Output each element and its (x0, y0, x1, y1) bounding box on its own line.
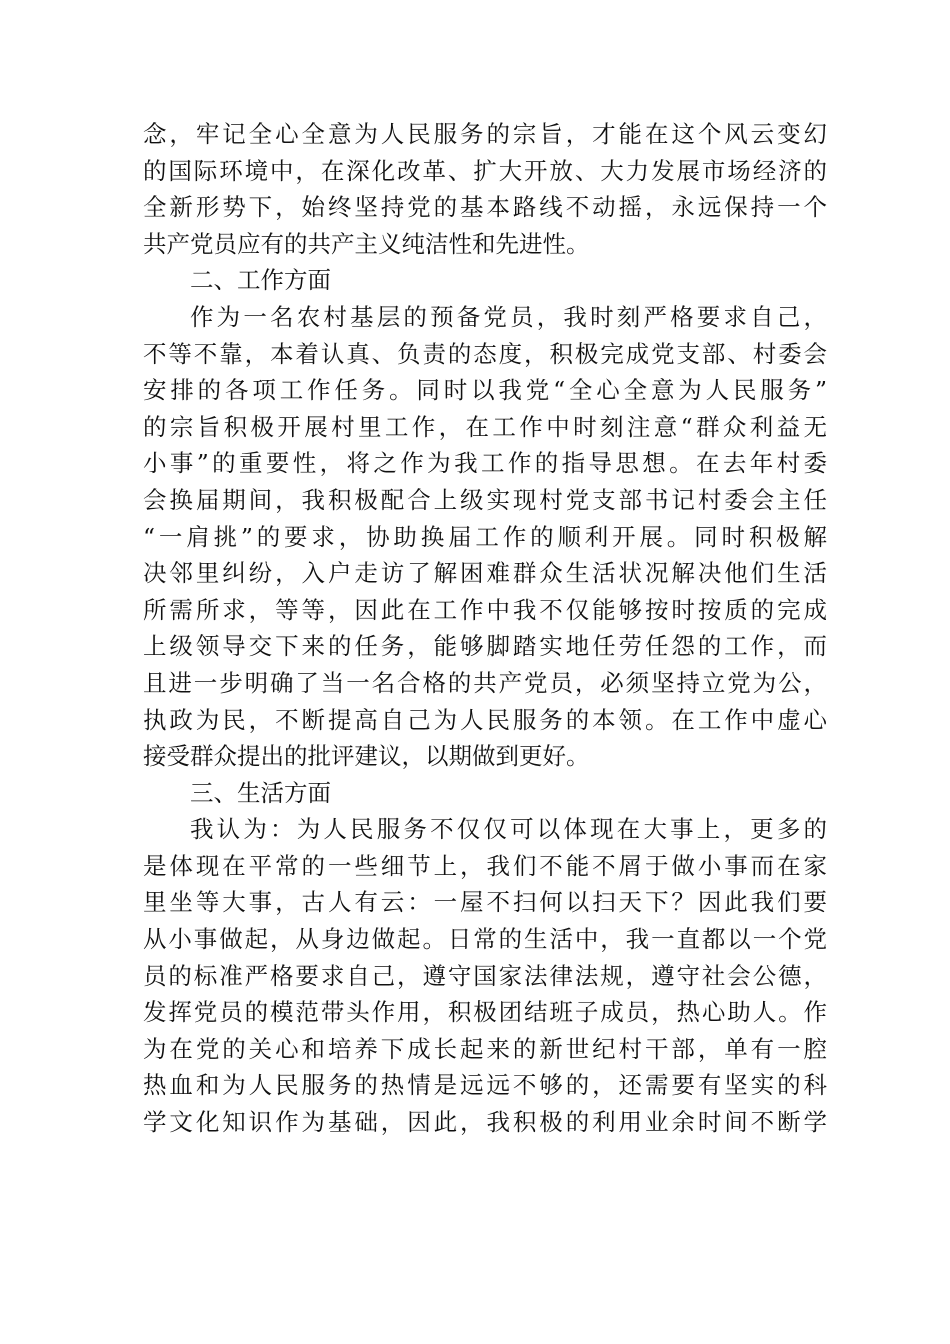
text-line: 热血和为人民服务的热情是远远不够的，还需要有坚实的科 (143, 1071, 827, 1100)
text-line: 会换届期间，我积极配合上级实现村党支部书记村委会主任 (143, 485, 827, 514)
document-body (143, 116, 827, 1141)
text-line: 学文化知识作为基础，因此，我积极的利用业余时间不断学 (143, 1108, 827, 1137)
text-line: 从小事做起，从身边做起。日常的生活中，我一直都以一个党 (143, 925, 827, 954)
text-line: 的国际环境中，在深化改革、扩大开放、大力发展市场经济的 (143, 156, 827, 185)
text-line: 员的标准严格要求自己，遵守国家法律法规，遵守社会公德， (143, 961, 827, 990)
text-line: 念，牢记全心全意为人民服务的宗旨，才能在这个风云变幻 (143, 120, 827, 148)
text-line: 共产党员应有的共产主义纯洁性和先进性。 (143, 229, 590, 258)
text-line: 里坐等大事，古人有云：一屋不扫何以扫天下？因此我们要 (143, 888, 827, 917)
text-line: 安排的各项工作任务。同时以我党“全心全意为人民服务” (143, 376, 827, 405)
text-line: 小事”的重要性，将之作为我工作的指导思想。在去年村委 (143, 449, 827, 478)
text-line: 且进一步明确了当一名合格的共产党员，必须坚持立党为公， (143, 668, 827, 697)
text-line: 是体现在平常的一些细节上，我们不能不屑于做小事而在家 (143, 851, 827, 880)
text-line: 执政为民，不断提高自己为人民服务的本领。在工作中虚心 (143, 705, 827, 734)
section-heading: 二、工作方面 (190, 266, 331, 295)
text-line: 我认为：为人民服务不仅仅可以体现在大事上，更多的 (190, 815, 827, 844)
text-line: 作为一名农村基层的预备党员，我时刻严格要求自己， (190, 302, 827, 331)
text-line: 发挥党员的模范带头作用，积极团结班子成员，热心助人。作 (143, 998, 827, 1027)
text-line: 全新形势下，始终坚持党的基本路线不动摇，永远保持一个 (143, 193, 827, 222)
text-line: 决邻里纠纷，入户走访了解困难群众生活状况解决他们生活 (143, 559, 827, 588)
text-line: 上级领导交下来的任务，能够脚踏实地任劳任怨的工作，而 (143, 632, 827, 661)
text-line: 不等不靠，本着认真、负责的态度，积极完成党支部、村委会 (143, 339, 827, 368)
section-heading: 三、生活方面 (190, 778, 331, 807)
text-line: 的宗旨积极开展村里工作，在工作中时刻注意“群众利益无 (143, 412, 827, 441)
text-line: 接受群众提出的批评建议，以期做到更好。 (143, 742, 590, 771)
text-line: 所需所求，等等，因此在工作中我不仅能够按时按质的完成 (143, 595, 827, 624)
text-line: 为在党的关心和培养下成长起来的新世纪村干部，单有一腔 (143, 1034, 827, 1063)
text-line: “一肩挑”的要求，协助换届工作的顺利开展。同时积极解 (143, 522, 827, 551)
